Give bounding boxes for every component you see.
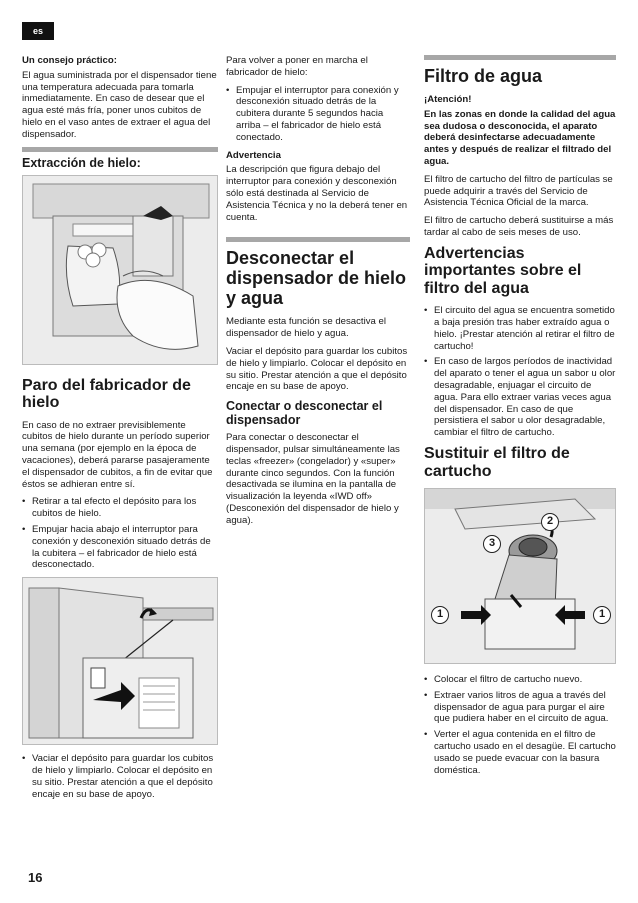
tip-heading: Un consejo práctico: <box>22 55 117 66</box>
filter-heading: Filtro de agua <box>424 66 543 86</box>
warning-bullets <box>424 305 616 439</box>
section-rule <box>226 237 410 242</box>
connect-text: Para conectar o desconectar el dispensador, pulsar simultáneamente las teclas «freezer» (congelador) y «super» durante cinco segundos. Con la función desactivada se ilumina en la pantalla de visualización la leyenda «IWD off» (Desconexión del dispensador de hielo y agua). <box>226 432 400 526</box>
stop-bullets <box>22 496 218 571</box>
list-item: • Verter el agua contenida en el filtro de cartucho usado en el desagüe. El cartucho usado se puede evacuar con la basura doméstica. <box>424 729 616 776</box>
stop-heading: Paro del fabricador de hielo <box>22 376 191 412</box>
restart-bullets <box>226 85 410 144</box>
tip-text: El agua suministrada por el dispensador tiene una temperatura adecuada para tomarla inmediatamente. En caso de desear que el agua esté más fría, poner unos cubitos de hielo en el vaso antes de extraer el agua del dispensador. <box>22 69 217 140</box>
disconnect-text-1: Mediante esta función se desactiva el dispensador de hielo y agua. <box>226 316 386 340</box>
list-item: • Colocar el filtro de cartucho nuevo. <box>424 674 583 686</box>
warning-text: La descripción que figura debajo del interruptor para conexión y desconexión sólo está destinada al Servicio de Asistencia Técnica y no la deberá tener en cuenta. <box>226 164 408 223</box>
list-item: • Empujar el interruptor para conexión y desconexión situado detrás de la cubitera durante 5 segundos hacia arriba – el fabricador de hielo está conectado. <box>226 84 399 143</box>
list-item: • Extraer varios litros de agua a través del dispensador de agua para purgar el aire que pudiera haber en el circuito de agua. <box>424 689 609 725</box>
step-number-1-left: 1 <box>431 606 449 624</box>
warning-heading: Advertencia <box>226 149 281 161</box>
after-bullets <box>22 753 218 800</box>
ice-heading: Extracción de hielo: <box>22 155 141 170</box>
list-item: • En caso de largos períodos de inactividad del aparato o tener el agua un sabor u olor desagradable, enjuagar el circuito de agua. Para ello extraer varias veces agua del dispensador. En caso de que persistiera el sabor u olor desagradable, cambiar el filtro de cartucho. <box>424 356 616 439</box>
list-item: • Retirar a tal efecto el depósito para los cubitos de hielo. <box>22 496 197 520</box>
language-tab: es <box>22 22 54 40</box>
step-number-2: 2 <box>541 513 559 531</box>
connect-heading: Conectar o desconectar el dispensador <box>226 399 383 428</box>
replace-heading: Sustituir el filtro de cartucho <box>424 445 570 480</box>
disconnect-text-2: Vaciar el depósito para guardar los cubitos de hielo y limpiarlo. Colocar el depósito en su sitio. Prestar atención a que el depósito encaje en su base de apoyo. <box>226 345 408 393</box>
list-item: • Empujar hacia abajo el interruptor para conexión y desconexión situado detrás de la cubitera – el fabricador de hielo está desconectado. <box>22 523 211 571</box>
disconnect-heading: Desconectar el dispensador de hielo y agua <box>226 248 407 309</box>
column-left <box>22 55 218 806</box>
filter-text-2: El filtro de cartucho deberá sustituirse a más tardar al cabo de seis meses de uso. <box>424 215 614 238</box>
filter-cartridge-illustration <box>424 488 616 664</box>
list-item: • El circuito del agua se encuentra sometido a baja presión tras haber extraído agua o hielo. ¡Prestar atención al retirar el filtro de cartucho! <box>424 305 615 352</box>
ice-dispenser-illustration <box>22 175 218 365</box>
step-number-3: 3 <box>483 535 501 553</box>
section-rule <box>22 147 218 152</box>
restart-text: Para volver a poner en marcha el fabricador de hielo: <box>226 55 368 78</box>
ice-maker-switch-illustration <box>22 577 218 745</box>
filter-text-1: El filtro de cartucho del filtro de partículas se puede adquirir a través del Servicio de Asistencia Técnica Oficial de la marca. <box>424 173 613 209</box>
list-item: • Vaciar el depósito para guardar los cubitos de hielo y limpiarlo. Colocar el depósito en su sitio. Prestar atención a que el depósito encaje en su base de apoyo. <box>22 753 214 800</box>
column-right <box>424 55 616 782</box>
page-number: 16 <box>28 870 43 885</box>
section-rule <box>424 55 616 60</box>
column-middle <box>226 55 410 533</box>
stop-text: En caso de no extraer previsiblemente cubitos de hielo durante un período superior una semana (por ejemplo en la época de vacaciones), deberá pararse pasajeramente el dispensador de cubitos, a fin de evitar que éstos se adhieran entre sí. <box>22 419 213 490</box>
attention-label: ¡Atención! <box>424 94 472 105</box>
attention-text: En las zonas en donde la calidad del agua sea dudosa o desconocida, el aparato deberá desinfectarse adecuadamente antes y después de realizar el filtrado del agua. <box>424 108 616 167</box>
warnings-heading: Advertencias importantes sobre el filtro del agua <box>424 244 582 297</box>
step-number-1-right: 1 <box>593 606 611 624</box>
replace-bullets <box>424 674 616 776</box>
